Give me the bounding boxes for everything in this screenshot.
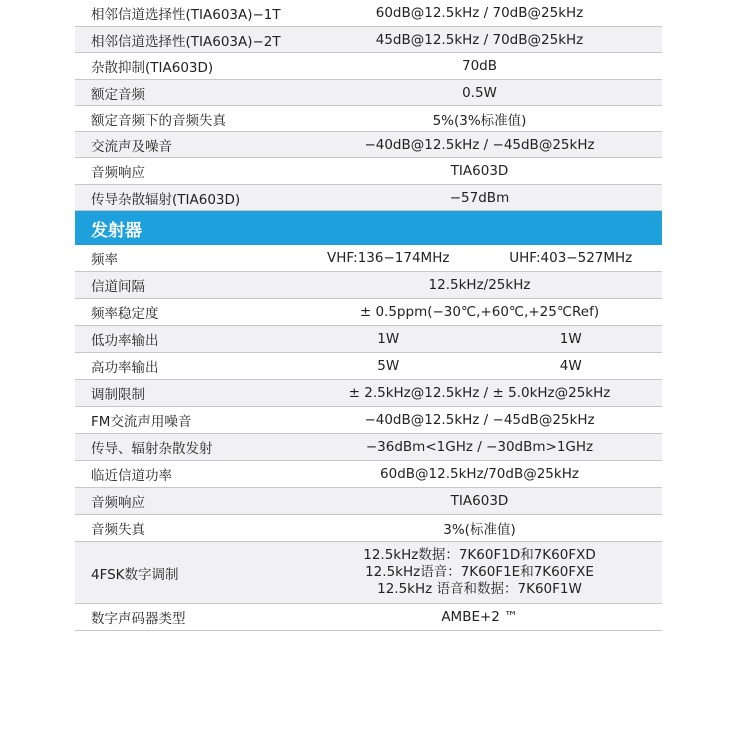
spec-value: 60dB@12.5kHz/70dB@25kHz (380, 466, 579, 482)
spec-row (75, 353, 662, 380)
spec-label: 额定音频下的音频失真 (91, 112, 226, 129)
spec-row (75, 0, 662, 27)
spec-row (75, 132, 662, 158)
spec-label: FM交流声用噪音 (91, 414, 192, 430)
spec-value: AMBE+2 ™ (441, 609, 518, 625)
spec-value (297, 331, 662, 347)
spec-label: 音频失真 (91, 522, 145, 538)
spec-row (75, 27, 662, 53)
spec-value-uhf: 4W (559, 358, 582, 374)
spec-value: −40dB@12.5kHz / −45dB@25kHz (364, 136, 595, 153)
spec-row (75, 434, 662, 461)
spec-label: 频率稳定度 (91, 306, 159, 322)
spec-value-uhf: 1W (559, 331, 582, 347)
spec-row (75, 407, 662, 434)
spec-row (75, 158, 662, 185)
spec-value-vhf: 1W (377, 331, 400, 347)
spec-row (75, 185, 662, 211)
spec-value (297, 547, 662, 598)
spec-value: ± 2.5kHz@12.5kHz / ± 5.0kHz@25kHz (348, 385, 611, 401)
spec-label: 传导、辐射杂散发射 (91, 441, 213, 457)
spec-value: TIA603D (450, 163, 509, 179)
spec-label: 4FSK数字调制 (91, 566, 179, 583)
spec-table (75, 0, 662, 631)
section-header-transmitter: 发射器 (75, 211, 662, 245)
spec-value: 0.5W (462, 84, 497, 101)
spec-row (75, 299, 662, 326)
spec-label: 相邻信道选择性(TIA603A)−2T (91, 33, 281, 50)
spec-value: 5%(3%标准值) (432, 112, 527, 129)
spec-row (75, 488, 662, 515)
spec-value: −40dB@12.5kHz / −45dB@25kHz (364, 412, 595, 428)
spec-row (75, 542, 662, 604)
spec-row (75, 53, 662, 80)
spec-row (75, 80, 662, 106)
spec-label: 调制限制 (91, 387, 145, 403)
spec-value: 3%(标准值) (443, 522, 516, 538)
spec-row (75, 106, 662, 132)
spec-value-uhf: UHF:403−527MHz (509, 250, 633, 266)
spec-value: ± 0.5ppm(−30℃,+60℃,+25℃Ref) (359, 304, 600, 320)
spec-row (75, 604, 662, 631)
spec-label: 交流声及噪音 (91, 138, 172, 155)
spec-value: 60dB@12.5kHz / 70dB@25kHz (375, 5, 584, 21)
spec-value: TIA603D (450, 493, 509, 509)
spec-row (75, 272, 662, 299)
spec-value-line: 12.5kHz数据：7K60F1D和7K60FXD (363, 547, 596, 563)
spec-label: 相邻信道选择性(TIA603A)−1T (91, 7, 281, 23)
spec-row (75, 245, 662, 272)
spec-label: 音频响应 (91, 495, 145, 511)
spec-label: 杂散抑制(TIA603D) (91, 60, 214, 76)
spec-row (75, 461, 662, 488)
spec-value (297, 358, 662, 374)
spec-value: 45dB@12.5kHz / 70dB@25kHz (375, 31, 584, 48)
spec-label: 传导杂散辐射(TIA603D) (91, 191, 241, 208)
spec-value: −36dBm<1GHz / −30dBm>1GHz (365, 439, 594, 455)
spec-value-line: 12.5kHz语音：7K60F1E和7K60FXE (365, 564, 594, 580)
spec-label: 数字声码器类型 (91, 611, 186, 627)
spec-label: 信道间隔 (91, 279, 145, 295)
spec-value-line: 12.5kHz 语音和数据：7K60F1W (377, 581, 582, 597)
spec-row (75, 380, 662, 407)
spec-label: 临近信道功率 (91, 468, 172, 484)
spec-value: 12.5kHz/25kHz (428, 277, 531, 293)
spec-value-vhf: 5W (377, 358, 400, 374)
spec-row (75, 326, 662, 353)
spec-value: −57dBm (449, 189, 510, 206)
spec-value-vhf: VHF:136−174MHz (327, 250, 450, 266)
spec-label: 高功率输出 (91, 360, 159, 376)
spec-label: 频率 (91, 252, 118, 268)
spec-value: 70dB (461, 58, 497, 74)
spec-value (297, 250, 662, 266)
spec-label: 额定音频 (91, 86, 145, 103)
spec-label: 低功率输出 (91, 333, 159, 349)
spec-label: 音频响应 (91, 165, 145, 181)
spec-row (75, 515, 662, 542)
